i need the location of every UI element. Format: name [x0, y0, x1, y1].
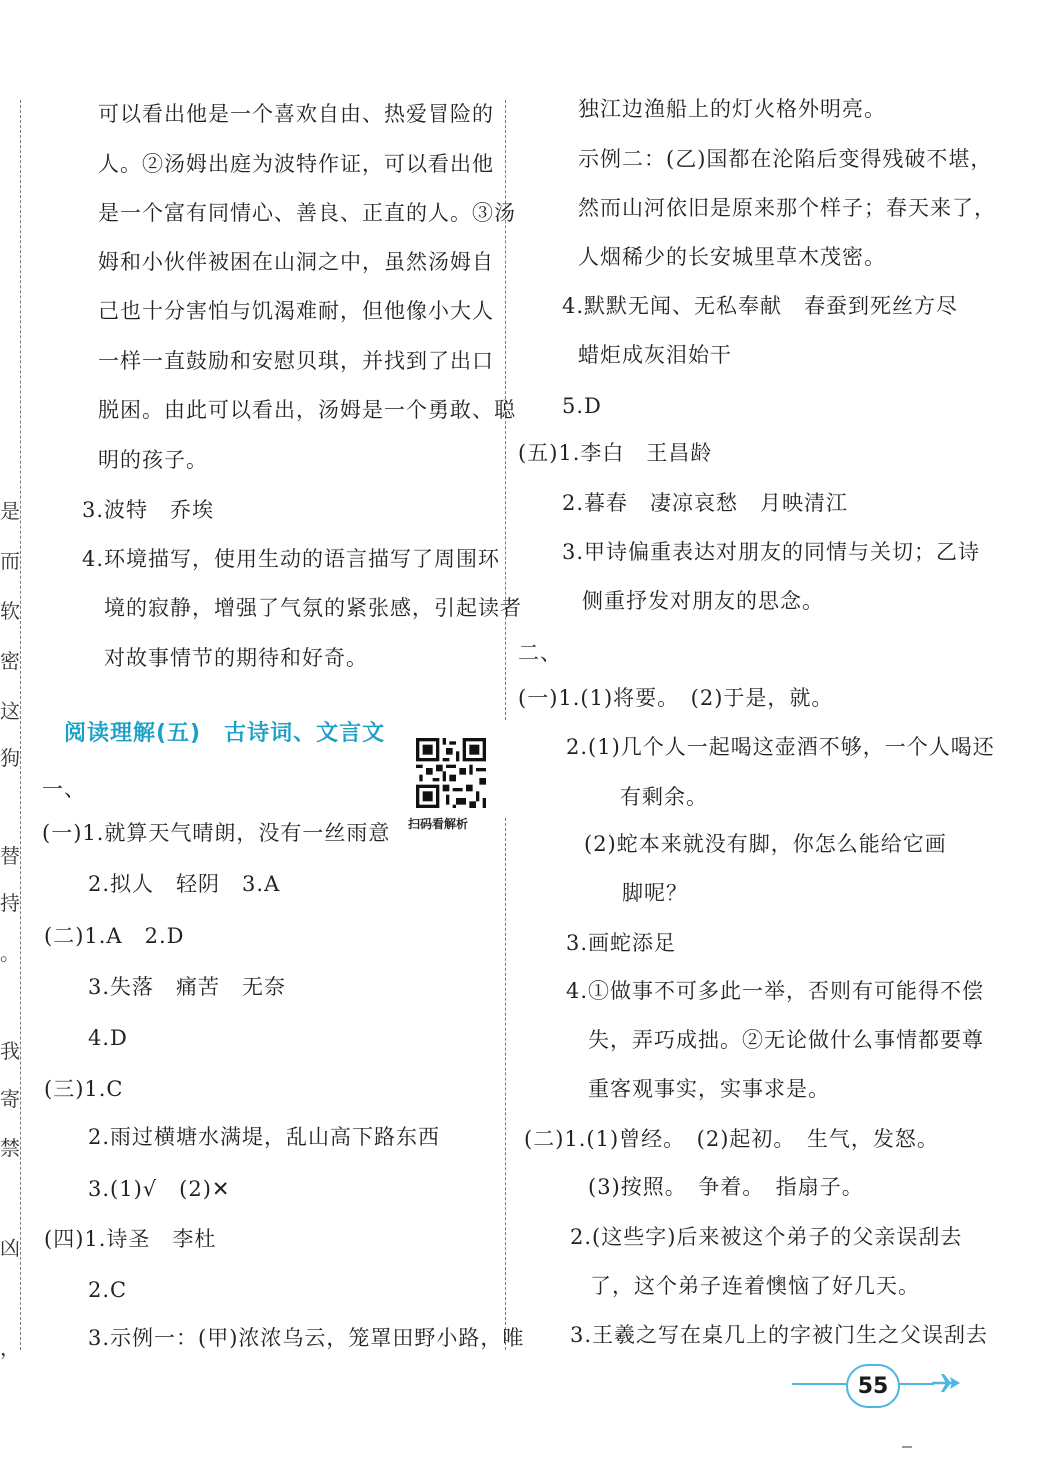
answer-line: 2.雨过横塘水满堤，乱山高下路东西: [88, 1125, 441, 1149]
answer-line: 2.(这些字)后来被这个弟子的父亲误刮去: [570, 1225, 963, 1249]
text-line: 脱困。由此可以看出，汤姆是一个勇敢、聪: [98, 398, 516, 422]
answer-line: 二、: [518, 641, 562, 665]
answer-line: (二)1.A 2.D: [44, 924, 185, 948]
answer-line: 3.失落 痛苦 无奈: [88, 975, 287, 999]
answer-line: (二)1.(1)曾经。 (2)起初。 生气，发怒。: [524, 1127, 939, 1151]
text-line: 己也十分害怕与饥渴难耐，但他像小大人: [98, 299, 494, 323]
answer-line: 4.默默无闻、无私奉献 春蚕到死丝方尽: [562, 294, 959, 318]
margin-char: 。: [0, 941, 20, 965]
answer-line: 一、: [42, 777, 86, 801]
margin-char: 是: [0, 499, 20, 523]
margin-char: ，: [0, 1336, 20, 1360]
text-line: 有剩余。: [620, 785, 708, 809]
middle-column-divider-lower: [505, 818, 506, 1350]
text-line: 人。②汤姆出庭为波特作证，可以看出他: [98, 152, 494, 176]
corner-mark: [902, 1446, 912, 1448]
answer-line: 3.示例一：(甲)浓浓乌云，笼罩田野小路，唯: [88, 1326, 525, 1350]
answer-line: (3)按照。 争着。 指扇子。: [588, 1175, 864, 1199]
text-line: 蜡炬成灰泪始干: [578, 343, 732, 367]
qr-caption: 扫码看解析: [408, 817, 469, 831]
text-line: 是一个富有同情心、善良、正直的人。③汤: [98, 201, 516, 225]
text-line: 对故事情节的期待和好奇。: [104, 646, 368, 670]
left-column-divider: [20, 100, 21, 1350]
text-line: 重客观事实，实事求是。: [588, 1077, 830, 1101]
text-line: 脚呢？: [622, 881, 688, 905]
text-line: 境的寂静，增强了气氛的紧张感，引起读者: [104, 596, 522, 620]
text-line: 姆和小伙伴被困在山洞之中，虽然汤姆自: [98, 250, 494, 274]
answer-line: 3.王羲之写在桌几上的字被门生之父误刮去: [570, 1323, 989, 1347]
text-line: 示例二：(乙)国都在沦陷后变得残破不堪，: [578, 147, 993, 171]
answer-line: 5.D: [562, 394, 602, 418]
answer-line: (三)1.C: [44, 1077, 124, 1101]
answer-line: 3.甲诗偏重表达对朋友的同情与关切；乙诗: [562, 540, 981, 564]
margin-char: 这: [0, 699, 20, 723]
margin-char: 禁: [0, 1136, 20, 1160]
margin-char: 密: [0, 649, 20, 673]
margin-char: 而: [0, 549, 20, 573]
text-line: 独江边渔船上的灯火格外明亮。: [578, 97, 886, 121]
text-line: 失，弄巧成拙。②无论做什么事情都要尊: [588, 1028, 984, 1052]
answer-line: (五)1.李白 王昌龄: [518, 441, 713, 465]
answer-line: (一)1.就算天气晴朗，没有一丝雨意: [42, 821, 391, 845]
answer-line: 4.D: [88, 1026, 128, 1050]
section-title: 阅读理解(五) 古诗词、文言文: [64, 721, 386, 746]
qr-code-icon[interactable]: [416, 738, 486, 808]
margin-char: 狗: [0, 746, 20, 770]
answer-line: (一)1.(1)将要。 (2)于是，就。: [518, 686, 834, 710]
answer-line: 4.①做事不可多此一举，否则有可能得不偿: [566, 979, 985, 1003]
text-line: 然而山河依旧是原来那个样子；春天来了，: [578, 196, 996, 220]
answer-line: 3.画蛇添足: [566, 931, 677, 955]
text-line: 明的孩子。: [98, 448, 208, 472]
margin-char: 替: [0, 844, 20, 868]
answer-line: (2)蛇本来就没有脚，你怎么能给它画: [584, 832, 947, 856]
text-line: 可以看出他是一个喜欢自由、热爱冒险的: [98, 102, 494, 126]
text-line: 一样一直鼓励和安慰贝琪，并找到了出口: [98, 349, 494, 373]
text-line: 侧重抒发对朋友的思念。: [582, 589, 824, 613]
airplane-icon: [930, 1368, 962, 1398]
answer-line: 2.拟人 轻阴 3.A: [88, 872, 281, 896]
answer-line: 3.(1)√ (2)✕: [88, 1177, 231, 1201]
margin-char: 我: [0, 1039, 20, 1063]
page-number: 55: [846, 1364, 900, 1408]
margin-char: 持: [0, 891, 20, 915]
text-line: 人烟稀少的长安城里草木茂密。: [578, 245, 886, 269]
text-line: 了，这个弟子连着懊恼了好几天。: [590, 1274, 920, 1298]
answer-line: 2.C: [88, 1278, 128, 1302]
margin-char: 寄: [0, 1087, 20, 1111]
page-number-rule-left: [792, 1383, 846, 1385]
answer-line: 2.暮春 凄凉哀愁 月映清江: [562, 491, 849, 515]
answer-line: (四)1.诗圣 李杜: [44, 1227, 217, 1251]
answer-line: 3.波特 乔埃: [82, 498, 215, 522]
answer-line: 2.(1)几个人一起喝这壶酒不够，一个人喝还: [566, 735, 995, 759]
page-number-rule-right: [898, 1383, 934, 1385]
margin-char: 软: [0, 599, 20, 623]
margin-char: 凶: [0, 1236, 20, 1260]
answer-line: 4.环境描写，使用生动的语言描写了周围环: [82, 547, 501, 571]
